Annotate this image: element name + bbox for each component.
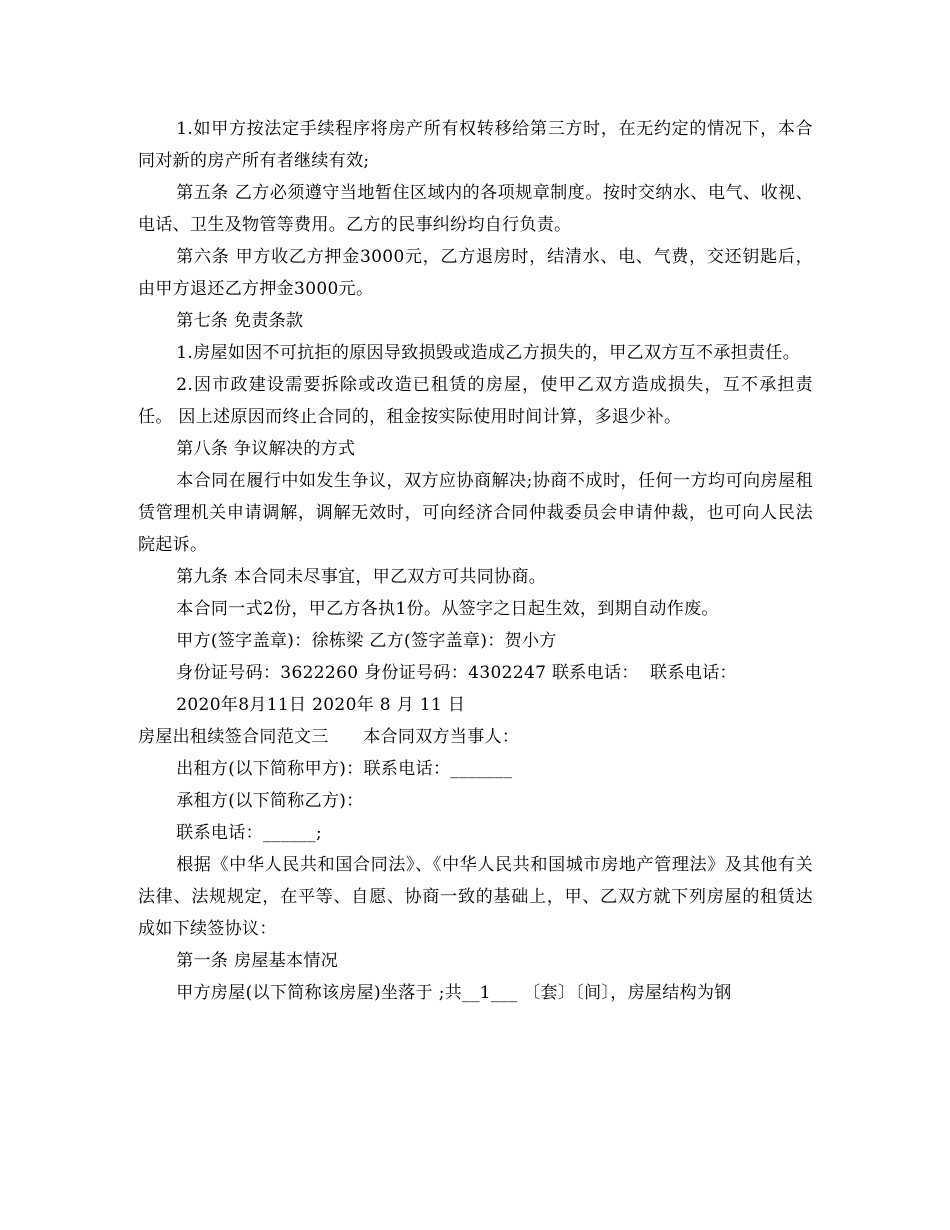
copies-clause: 本合同一式2份，甲乙方各执1份。从签字之日起生效，到期自动作废。: [176, 599, 719, 619]
article-5: 第五条 乙方必须遵守当地暂住区域内的各项规章制度。按时交纳水、电气、收视、电话、卫生及物管等费用。乙方的民事纠纷均自行负责。: [138, 183, 813, 235]
article-8-heading: 第八条 争议解决的方式: [176, 439, 356, 459]
article-7-item-2: 2.因市政建设需要拆除或改造已租赁的房屋，使甲乙双方造成损失，互不承担责任。 因上述原因而终止合同的，租金按实际使用时间计算，多退少补。: [138, 375, 813, 427]
article-1-heading: 第一条 房屋基本情况: [176, 951, 339, 971]
lessor-line: 出租方(以下简称甲方)：联系电话：_______: [176, 759, 513, 779]
article-8-body: 本合同在履行中如发生争议，双方应协商解决;协商不成时，任何一方均可向房屋租赁管理机关申请调解，调解无效时，可向经济合同仲裁委员会申请仲裁，也可向人民法院起诉。: [138, 471, 813, 555]
section-title-sample-three: 房屋出租续签合同范文三 本合同双方当事人：: [138, 727, 520, 747]
signature-line: 甲方(签字盖章)：徐栋梁 乙方(签字盖章)：贺小方: [176, 631, 557, 651]
clause-ownership-transfer: 1.如甲方按法定手续程序将房产所有权转移给第三方时，在无约定的情况下，本合同对新的房产所有者继续有效;: [138, 119, 813, 171]
article-7-heading: 第七条 免责条款: [176, 311, 304, 331]
property-description: 甲方房屋(以下简称该房屋)坐落于 ;共__1___ 〔套〕〔间〕，房屋结构为钢: [176, 983, 732, 1003]
date-line: 2020年8月11日 2020年 8 月 11 日: [176, 695, 466, 715]
id-number-line: 身份证号码：3622260 身份证号码：4302247 联系电话： 联系电话：: [176, 663, 737, 683]
article-7-item-1: 1.房屋如因不可抗拒的原因导致损毁或造成乙方损失的，甲乙双方互不承担责任。: [176, 343, 801, 363]
article-6: 第六条 甲方收乙方押金3000元，乙方退房时，结清水、电、气费，交还钥匙后，由甲方退还乙方押金3000元。: [138, 247, 813, 299]
lessee-phone-line: 联系电话：______;: [176, 823, 323, 843]
legal-basis-paragraph: 根据《中华人民共和国合同法》、《中华人民共和国城市房地产管理法》及其他有关法律、法规规定，在平等、自愿、协商一致的基础上，甲、乙双方就下列房屋的租赁达成如下续签协议：: [138, 855, 813, 939]
contract-text: [138, 113, 813, 1009]
lessee-line: 承租方(以下简称乙方)：: [176, 791, 364, 811]
article-9: 第九条 本合同未尽事宜，甲乙双方可共同协商。: [176, 567, 547, 587]
